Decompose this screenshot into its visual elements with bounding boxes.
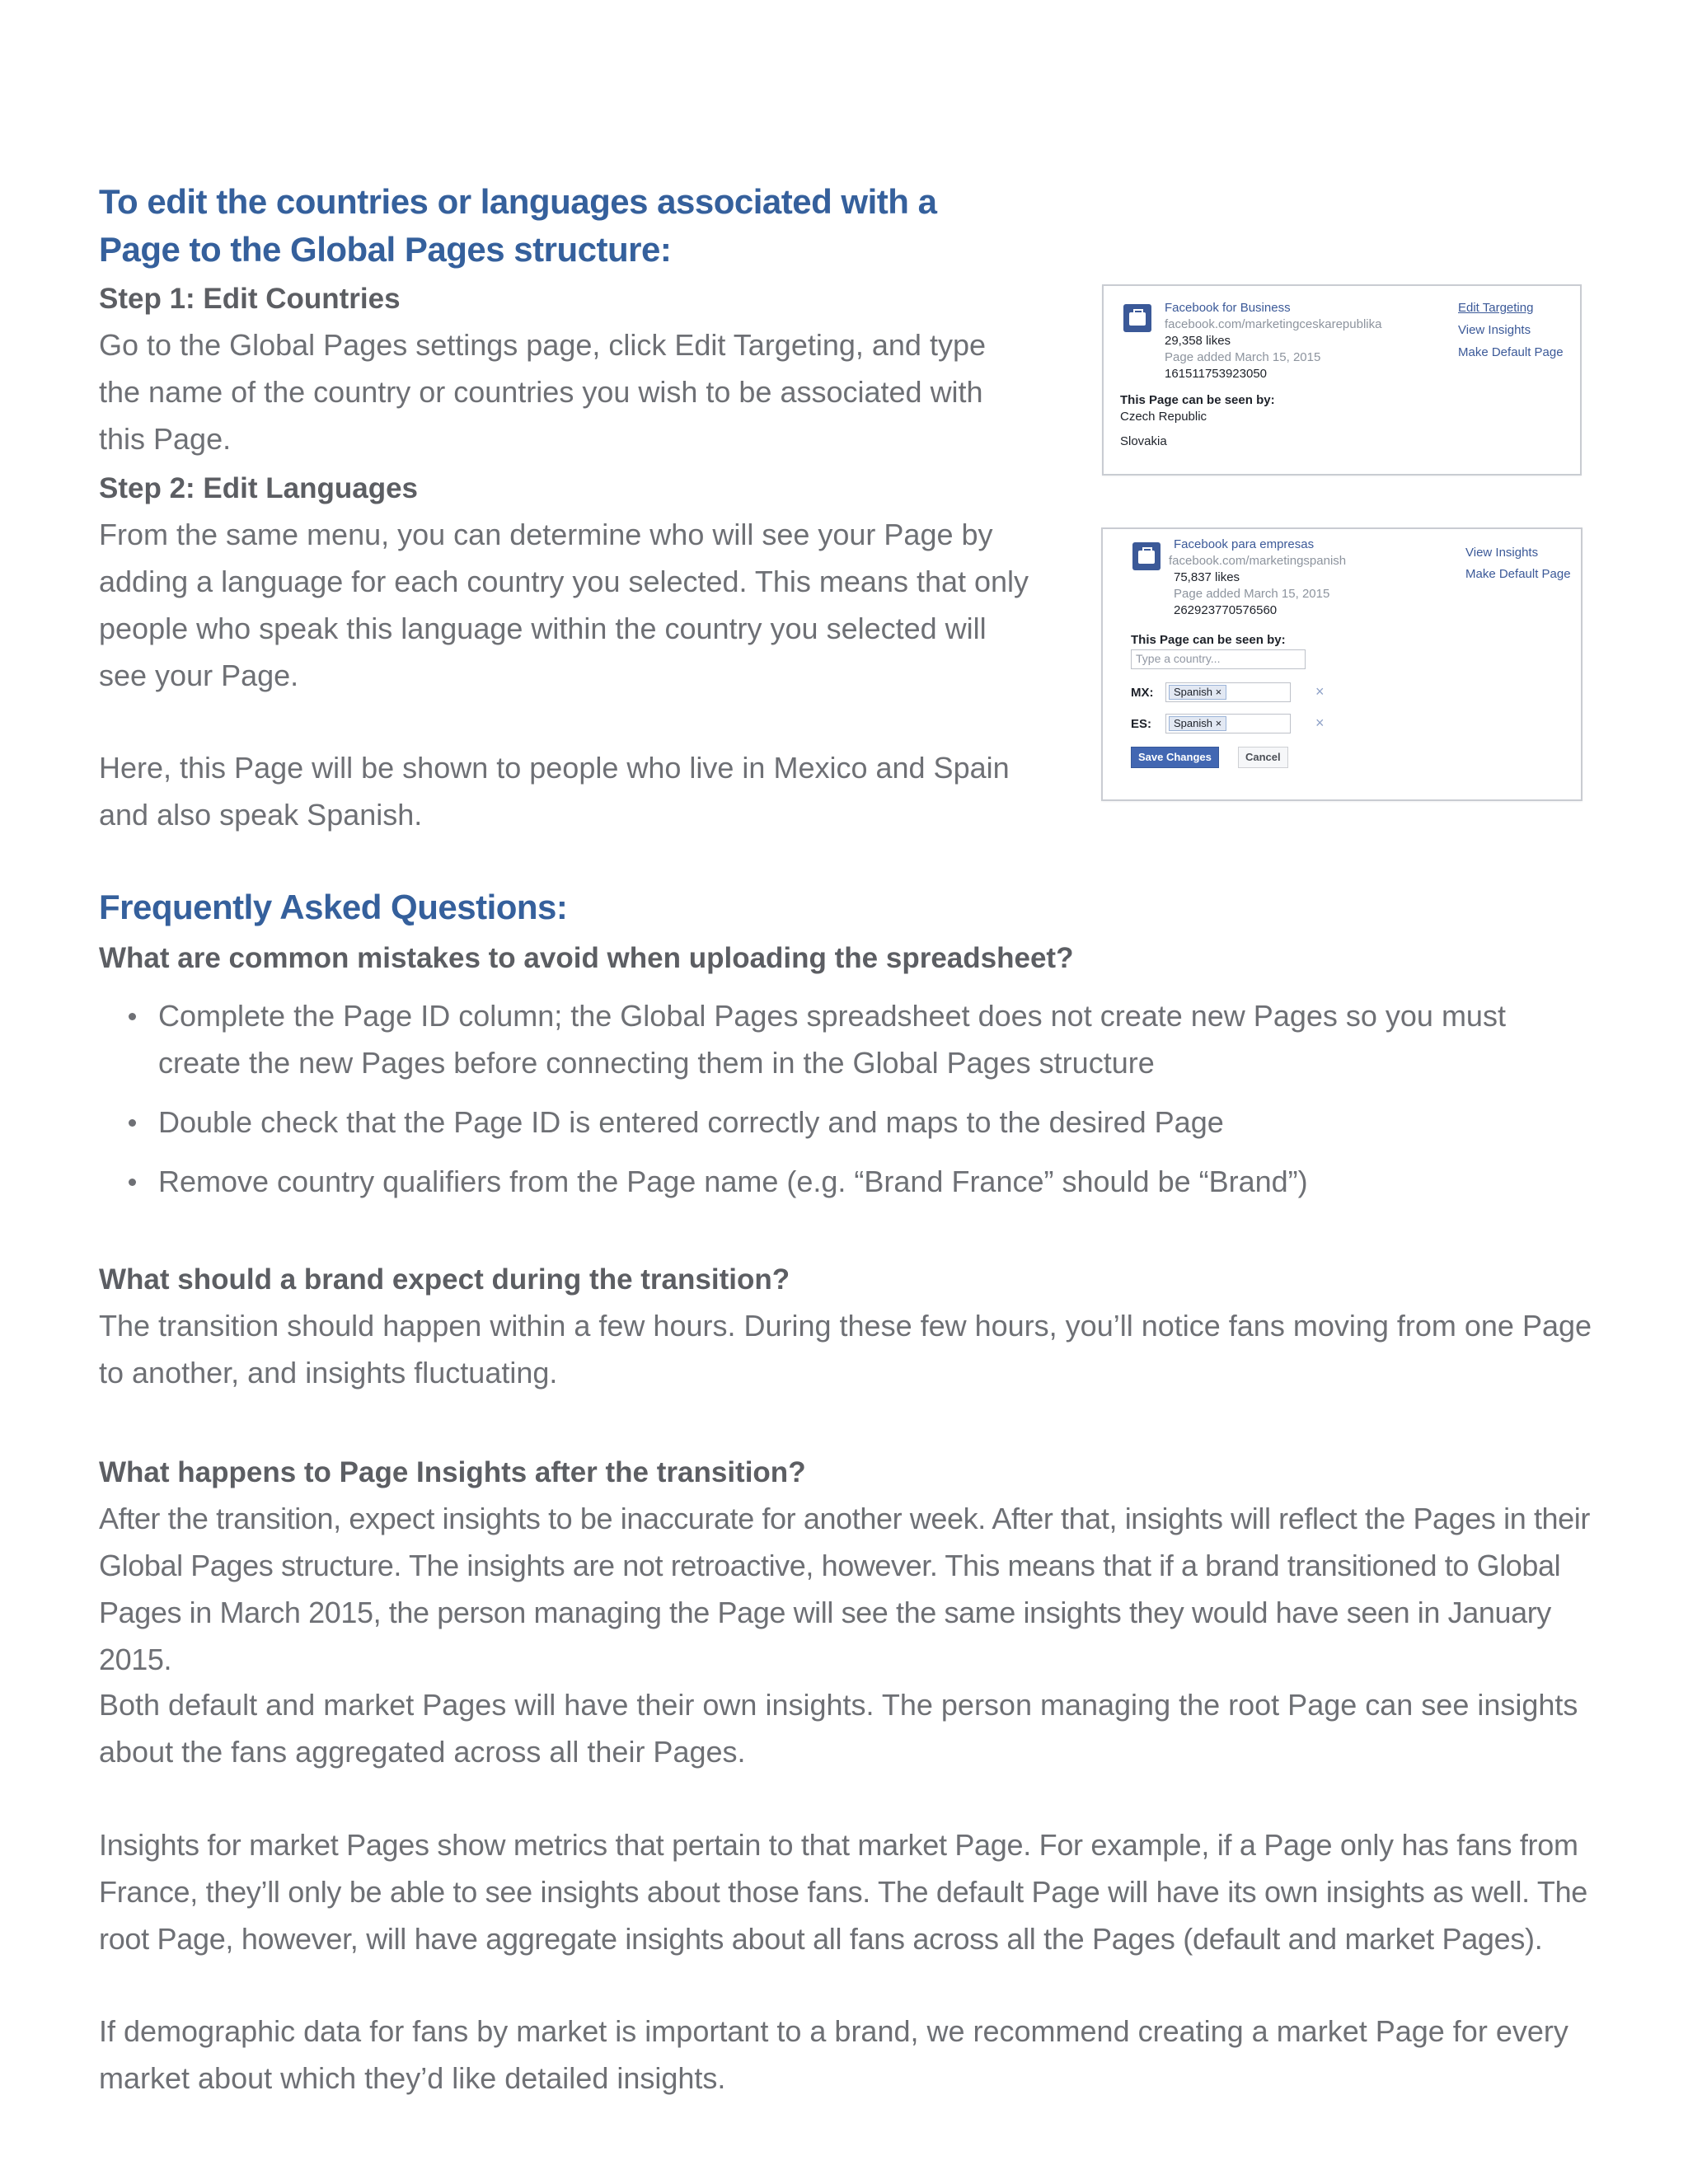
global-pages-screenshot-languages (1101, 527, 1582, 801)
language-tag-label: Spanish (1174, 686, 1212, 698)
step-2-text: From the same menu, you can determine who will see your Page by adding a language for each country you selected. This means that only people who speak this language within the country you selected will see your Page. (99, 518, 1029, 692)
seen-by-label: This Page can be seen by: (1120, 393, 1275, 407)
briefcase-icon (1132, 542, 1160, 570)
language-tag-label: Spanish (1174, 717, 1212, 729)
cancel-button[interactable]: Cancel (1238, 747, 1288, 768)
page-likes: 75,837 likes (1174, 570, 1240, 584)
faq-answer-2: The transition should happen within a few hours. During these few hours, you’ll notice fans moving from one Page to another, and insights fluctuating. (99, 1309, 1592, 1390)
step-2-note: Here, this Page will be shown to people who live in Mexico and Spain and also speak Spanish. (99, 751, 1010, 832)
global-pages-screenshot-countries (1102, 284, 1582, 476)
section-heading (99, 178, 1088, 274)
list-item: Remove country qualifiers from the Page name (e.g. “Brand France” should be “Brand”) (99, 1158, 1615, 1205)
remove-row-close-icon[interactable]: × (1315, 715, 1325, 731)
view-insights-link[interactable]: View Insights (1465, 546, 1539, 560)
faq-mistakes-list (99, 992, 1615, 1205)
country-slovakia: Slovakia (1120, 434, 1167, 448)
section-heading-line-1: To edit the countries or languages associated with a (99, 182, 937, 221)
faq-question-2: What should a brand expect during the transition? (99, 1263, 790, 1296)
section-heading-line-2: Page to the Global Pages structure: (99, 230, 672, 269)
country-input[interactable] (1131, 649, 1306, 669)
page-name: Facebook for Business (1165, 301, 1291, 315)
language-tag-spanish[interactable]: Spanish × (1169, 716, 1226, 731)
language-input-mx[interactable] (1165, 682, 1291, 702)
faq-question-3: What happens to Page Insights after the transition? (99, 1456, 806, 1488)
country-czech-republic: Czech Republic (1120, 410, 1207, 424)
market-code-mx: MX: (1131, 686, 1154, 700)
faq-answer-3-paragraph-3: Insights for market Pages show metrics that pertain to that market Page. For example, if a Page only has fans from France, they’ll only be able to see insights about those fans. The default Page will have its own insights as well. The root Page, however, will have aggregate insights about all fans across all the Pages (default and market Pages). (99, 1828, 1588, 1956)
faq-answer-3-paragraph-2: Both default and market Pages will have their own insights. The person managing the root Page can see insights about the fans aggregated across all their Pages. (99, 1688, 1578, 1769)
faq-answer-3-paragraph-1: After the transition, expect insights to be inaccurate for another week. After that, insights will reflect the Pages in their Global Pages structure. The insights are not retroactive, however. This means that if a brand transitioned to Global Pages in March 2015, the person managing the Page will see the same insights they would have seen in January 2015. (99, 1502, 1590, 1676)
list-item: Double check that the Page ID is entered correctly and maps to the desired Page (99, 1099, 1615, 1146)
market-code-es: ES: (1131, 717, 1152, 731)
edit-targeting-link[interactable]: Edit Targeting (1458, 301, 1534, 315)
step-2-title: Step 2: Edit Languages (99, 472, 418, 504)
list-item: Complete the Page ID column; the Global Pages spreadsheet does not create new Pages so you must create the new Pages before connecting them in the Global Pages structure (99, 992, 1615, 1086)
page-id: 161511753923050 (1165, 367, 1268, 381)
page-added-date: Page added March 15, 2015 (1165, 350, 1321, 364)
make-default-page-link[interactable]: Make Default Page (1465, 567, 1571, 581)
seen-by-label: This Page can be seen by: (1131, 633, 1286, 647)
view-insights-link[interactable]: View Insights (1458, 323, 1531, 337)
faq-question-1: What are common mistakes to avoid when uploading the spreadsheet? (99, 942, 1074, 974)
page-added-date: Page added March 15, 2015 (1174, 587, 1330, 601)
language-input-es[interactable] (1165, 714, 1291, 733)
page-url: facebook.com/marketingceskarepublika (1165, 317, 1382, 331)
step-1-title: Step 1: Edit Countries (99, 283, 401, 315)
page-name: Facebook para empresas (1174, 537, 1315, 551)
language-tag-spanish[interactable]: Spanish × (1169, 685, 1226, 700)
faq-heading: Frequently Asked Questions: (99, 888, 568, 926)
faq-answer-3-paragraph-4: If demographic data for fans by market is important to a brand, we recommend creating a market Page for every market about which they’d like detailed insights. (99, 2014, 1568, 2095)
remove-row-close-icon[interactable]: × (1315, 683, 1325, 700)
country-input-placeholder: Type a country... (1136, 652, 1221, 665)
page-id: 262923770576560 (1174, 603, 1278, 617)
step-1-text: Go to the Global Pages settings page, click Edit Targeting, and type the name of the country or countries you wish to be associated with this Page. (99, 328, 986, 456)
briefcase-icon (1123, 304, 1151, 332)
document-page (99, 0, 1599, 2184)
page-likes: 29,358 likes (1165, 334, 1231, 348)
save-changes-button[interactable]: Save Changes (1131, 747, 1219, 768)
page-url: facebook.com/marketingspanish (1169, 554, 1347, 568)
make-default-page-link[interactable]: Make Default Page (1458, 345, 1564, 359)
